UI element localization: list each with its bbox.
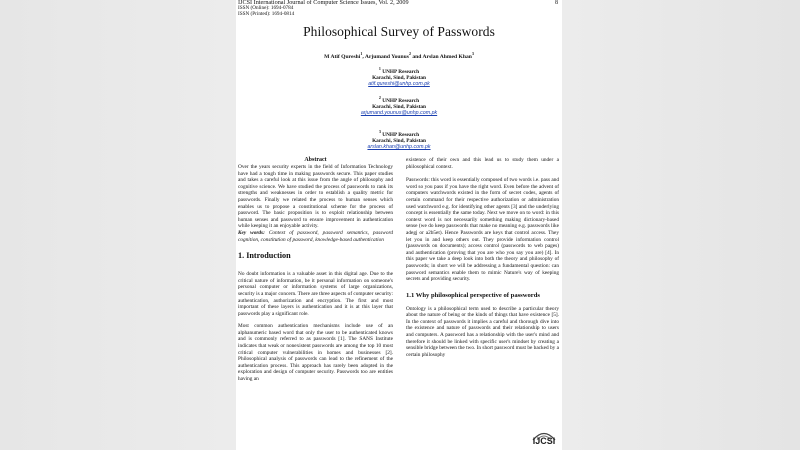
journal-logo: [529, 428, 559, 450]
author-mark: 2: [408, 51, 411, 56]
affiliation-block: [236, 95, 562, 117]
author-mark: 3: [471, 51, 474, 56]
affiliation-org: UNHP Research: [382, 131, 420, 138]
paragraph: Most common authentication mechanisms include use of an alphanumeric based word that only the user to be authenticated knows and is commonly referred to as passwords [1]. The SANS Institute indicates that weak or nonexistent passwords are among the top 10 most critical computer vulnerabilities in homes and businesses [2]. Philosophical analysis of passwords can lead to the refinement of the authentication process. This approach has rarely been adopted in the exploration and design of computer security. Passwords too are entities having an: [238, 323, 393, 383]
author-name: Arjumand Younus: [364, 53, 409, 60]
author-name: Arslan Ahmed Khan: [422, 53, 472, 60]
paragraph: No doubt information is a valuable asset in this digital age. Due to the critical nature of information, be it personal information on someone's personal computer or information systems of large organizations, security is a major concern. There are three aspects of computer security: authentication, authorization and encryption. The first and most important of these layers is authentication and it is at this layer that passwords play a significant role.: [238, 271, 393, 317]
document-page: [236, 0, 562, 450]
issn-online: ISSN (Online): 1694-0784: [238, 5, 294, 11]
journal-header: IJCSI International Journal of Computer Science Issues, Vol. 2, 2009: [238, 0, 409, 6]
right-column: [406, 157, 559, 358]
affiliation-mark: 3: [378, 129, 381, 134]
affiliation-org: UNHP Research: [382, 68, 420, 75]
paragraph: Ontology is a philosophical term used to describe a particular theory about the nature of being or the kinds of things that have existence [5]. In the context of passwords it implies a careful and thorough dive into the existence and nature of passwords and their relationship to users and computers. A password has a relationship with the user's mind and therefore it should be linked with specific user's mindset by creating a sensible bridge between the two. In short password must be backed by a certain philosophy: [406, 305, 559, 358]
affiliation-org: UNHP Research: [382, 97, 420, 104]
keywords: [238, 230, 393, 243]
affiliation-location: Karachi, Sind, Pakistan: [372, 104, 426, 111]
abstract-heading: Abstract: [304, 157, 327, 163]
keywords-text: Context of password, password semantics, password cognition, constitution of password, knowledge-based authentication: [238, 229, 393, 243]
email-link[interactable]: arslan.khan@unhp.com.pk: [367, 144, 431, 151]
affiliation-block: [236, 129, 562, 151]
issn-printed: ISSN (Printed): 1694-0814: [238, 10, 295, 17]
affiliation-block: [236, 66, 562, 88]
paper-title: Philosophical Survey of Passwords: [303, 24, 495, 39]
section-heading-introduction: 1. Introduction: [238, 251, 291, 261]
paragraph: Passwords: this word is essentially composed of two words i.e. pass and word so you pass if you have the right word. Even before the advent of computers watchwords existed in the form of secret codes, agents of certain command for their respective authorization or administration used watchword e.g. for identifying other agents [3] and the underlying concept is essentially the same today. Next we move on to word: in this context word is not necessarily something making dictionary-based sense (we do keep passwords that make no meaning e.g. passwords like adegj or a2b5et). Hence Passwords are keys that control access. They let you in and keep others out. They provide information control (passwords on documents); access control (passwords to web pages) and authentication (proving that you are who you say you are) [4]. In this paper we take a deep look into both the theory and philosophy of passwords; in short we will be addressing a fundamental question: can password semantics enable them to mimic Nature's way of keeping secrets and providing security.: [406, 177, 559, 283]
keywords-label: Key words:: [238, 229, 265, 236]
affiliation-location: Karachi, Sind, Pakistan: [372, 75, 426, 82]
affiliation-location: Karachi, Sind, Pakistan: [372, 138, 426, 145]
email-link[interactable]: atif.qureshi@unhp.com.pk: [368, 81, 430, 88]
affiliation-mark: 1: [378, 66, 381, 71]
page-number: 8: [555, 0, 558, 6]
author-mark: 1: [360, 51, 363, 56]
affiliation-mark: 2: [378, 95, 381, 100]
right-margin-backdrop: [562, 0, 800, 450]
author-list: M Atif Qureshi$^1$, Arjumand Younus$^2$ and Arslan Ahmed Khan$^3$: [324, 51, 474, 60]
paragraph: existence of their own and this lead us to study them under a philosophical context.: [406, 157, 559, 170]
left-column: [238, 157, 393, 383]
email-link[interactable]: arjumand.younus@unhp.com.pk: [360, 110, 438, 117]
left-margin-backdrop: [0, 0, 236, 450]
subsection-heading: 1.1 Why philosophical perspective of passwords: [406, 291, 540, 299]
abstract-text: Over the years security experts in the field of Information Technology have had a tough time in making passwords secure. This paper studies and takes a careful look at this issue from the angle of philosophy and cognitive science. We have studied the process of passwords to rank its strengths and weaknesses in order to establish a quality metric for passwords. Finally we related the process to human senses which enables us to propose a constitutional scheme for the process of password. The basic proposition is to exploit relationship between human senses and password to ensure improvement in authentication while keeping it an enjoyable activity.: [238, 164, 393, 230]
logo-text: IJCSI: [532, 436, 556, 446]
author-name: M Atif Qureshi: [324, 53, 361, 60]
author-and: and: [412, 53, 422, 60]
